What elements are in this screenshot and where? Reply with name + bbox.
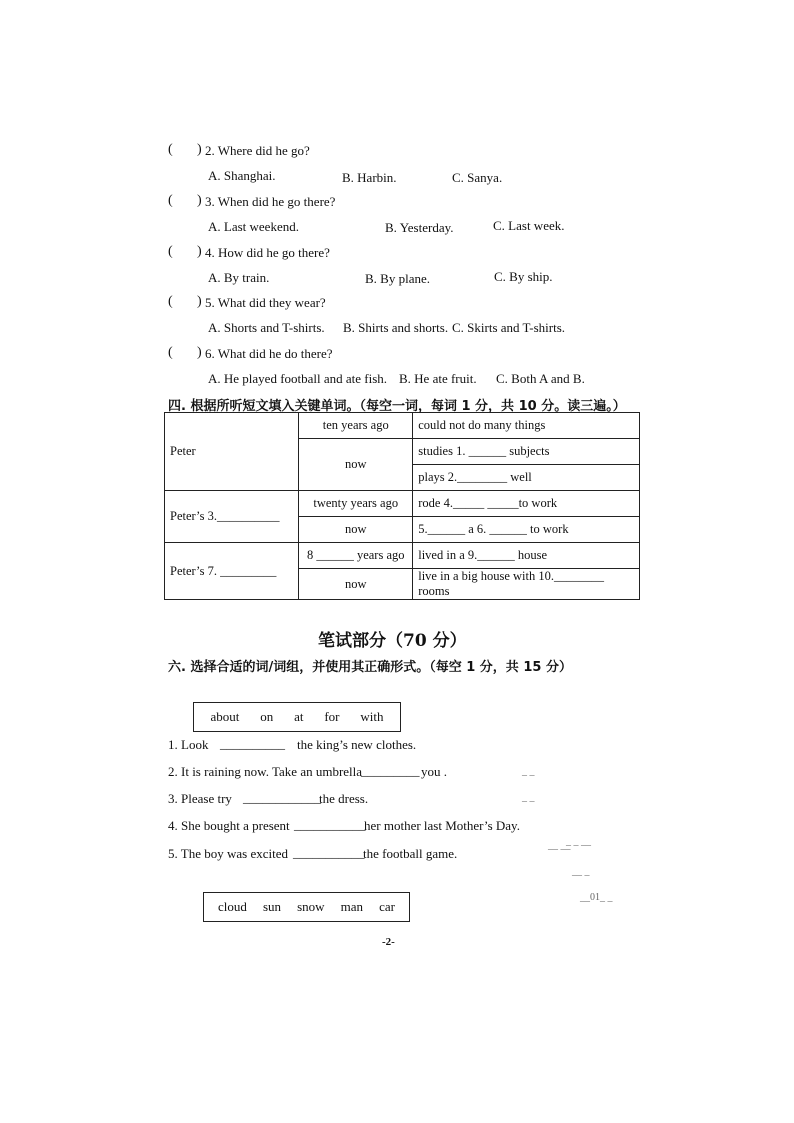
margin-mark: _ _ [522, 792, 535, 803]
option-c: C. Sanya. [452, 170, 503, 185]
answer-paren-close: ) [197, 294, 202, 309]
word-bank-word: for [324, 709, 340, 724]
table-cell-detail: studies 1. ______ subjects [413, 439, 640, 465]
table-row [165, 491, 640, 517]
question-text: 5. What did they wear? [205, 295, 326, 310]
word-bank-word: with [360, 709, 384, 724]
section-4-heading: 四. 根据所听短文填入关键单词。（每空一词，每词 1 分，共 10 分。读三遍。） [168, 399, 626, 414]
answer-blank: ____________ [243, 790, 321, 805]
answer-blank: ___________ [293, 845, 365, 860]
listening-fill-table [164, 412, 640, 600]
question-text: 1. Look [168, 737, 209, 752]
table-cell-person: Peter’s 7. _________ [165, 543, 299, 600]
table-cell-time: ten years ago [299, 413, 413, 439]
answer-paren-open: ( [168, 142, 173, 157]
table-cell-detail: rode 4._____ _____to work [413, 491, 640, 517]
table-row [165, 543, 640, 569]
answer-paren-close: ) [197, 345, 202, 360]
option-b: B. By plane. [365, 271, 430, 286]
question-rest: her mother last Mother’s Day. [364, 818, 520, 833]
option-c: C. Both A and B. [496, 371, 585, 386]
margin-mark: __ __ [548, 840, 571, 851]
answer-blank: ___________ [294, 817, 366, 832]
margin-mark: _ _ __ [566, 836, 591, 847]
question-text: 3. Please try [168, 791, 232, 806]
word-bank-word: car [379, 899, 395, 914]
option-b: B. Shirts and shorts. [343, 320, 449, 335]
answer-paren-open: ( [168, 294, 173, 309]
table-row [165, 413, 640, 439]
page-number: -2- [382, 936, 395, 948]
margin-mark: _ _ [522, 766, 535, 777]
table-cell-time: 8 ______ years ago [299, 543, 413, 569]
word-bank-word: sun [262, 899, 282, 914]
option-c: C. Skirts and T-shirts. [452, 320, 566, 335]
question-text: 4. She bought a present [168, 818, 290, 833]
written-section-title: 笔试部分（70 分） [318, 631, 467, 651]
answer-paren-open: ( [168, 244, 173, 259]
answer-paren-open: ( [168, 193, 173, 208]
table-cell-detail: plays 2.________ well [413, 465, 640, 491]
question-rest: the king’s new clothes. [297, 737, 417, 752]
option-c: C. By ship. [494, 269, 553, 284]
question-text: 3. When did he go there? [205, 194, 336, 209]
word-bank-box [203, 892, 410, 922]
question-text: 2. It is raining now. Take an umbrella [168, 764, 363, 779]
answer-paren-close: ) [197, 142, 202, 157]
option-b: B. Harbin. [342, 170, 397, 185]
table-cell-time: now [299, 569, 413, 600]
table-cell-person: Peter’s 3.__________ [165, 491, 299, 543]
word-bank-box [193, 702, 401, 732]
section-6-heading: 六. 选择合适的词/词组，并使用其正确形式。（每空 1 分，共 15 分） [168, 660, 572, 675]
table-cell-detail: lived in a 9.______ house [413, 543, 640, 569]
margin-mark: __01_ _ [580, 892, 613, 903]
table-cell-detail: 5.______ a 6. ______ to work [413, 517, 640, 543]
option-b: B. He ate fruit. [399, 371, 477, 386]
option-a: A. Last weekend. [208, 219, 299, 234]
option-c: C. Last week. [493, 218, 565, 233]
question-text: 5. The boy was excited [168, 846, 288, 861]
answer-blank: __________ [220, 736, 285, 751]
table-cell-time: twenty years ago [299, 491, 413, 517]
option-a: A. Shanghai. [208, 168, 276, 183]
word-bank-word: on [260, 709, 274, 724]
option-a: A. He played football and ate fish. [208, 371, 388, 386]
word-bank-word: cloud [218, 899, 247, 914]
margin-mark: __ _ [572, 866, 590, 877]
question-rest: you . [421, 764, 447, 779]
table-cell-person: Peter [165, 413, 299, 491]
question-text: 4. How did he go there? [205, 245, 330, 260]
word-bank-word: snow [297, 899, 325, 914]
answer-paren-close: ) [197, 193, 202, 208]
option-a: A. Shorts and T-shirts. [208, 320, 325, 335]
answer-paren-close: ) [197, 244, 202, 259]
table-cell-detail: live in a big house with 10.________ rooms [413, 569, 640, 600]
answer-blank: _________ [361, 763, 420, 778]
question-text: 6. What did he do there? [205, 346, 333, 361]
table-cell-time: now [299, 517, 413, 543]
word-bank-word: at [294, 709, 304, 724]
table-cell-time: now [299, 439, 413, 491]
option-a: A. By train. [208, 270, 270, 285]
question-rest: the dress. [319, 791, 369, 806]
word-bank-word: man [340, 899, 364, 914]
word-bank-word: about [210, 709, 240, 724]
answer-paren-open: ( [168, 345, 173, 360]
table-cell-detail: could not do many things [413, 413, 640, 439]
question-rest: the football game. [363, 846, 458, 861]
option-b: B. Yesterday. [385, 220, 454, 235]
question-text: 2. Where did he go? [205, 143, 310, 158]
